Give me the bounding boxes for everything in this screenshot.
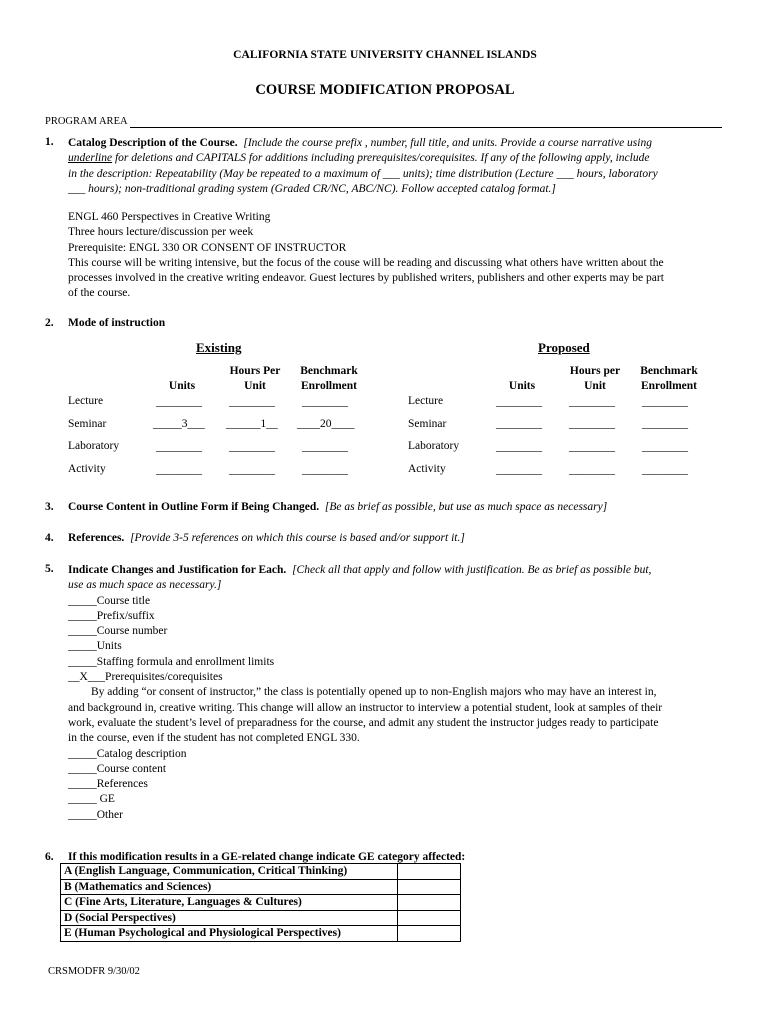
ge-category-label: E (Human Psychological and Physiological Perspectives) [61, 926, 398, 942]
proposed-units-field[interactable]: ________ [496, 441, 542, 453]
table-row [61, 879, 461, 895]
change-item[interactable]: _____Other [68, 808, 123, 821]
existing-benchmark-field[interactable]: ________ [302, 441, 348, 453]
proposed-hours-field[interactable]: ________ [569, 418, 615, 430]
section-3-number: 3. [45, 501, 54, 513]
table-row [61, 864, 461, 880]
row-label: Seminar [408, 418, 447, 430]
ge-category-label: A (English Language, Communication, Critical Thinking) [61, 864, 398, 880]
section-4-number: 4. [45, 532, 54, 544]
section-5-number: 5. [45, 563, 54, 575]
existing-units-field[interactable]: ________ [156, 441, 202, 453]
table-row [61, 910, 461, 926]
ge-category-field[interactable] [398, 926, 461, 942]
ge-category-label: D (Social Perspectives) [61, 910, 398, 926]
change-item[interactable]: _____Course content [68, 762, 167, 775]
section-4-heading: References. [68, 532, 125, 544]
proposed-hours-field[interactable]: ________ [569, 396, 615, 408]
section-2-number: 2. [45, 317, 54, 329]
existing-hours-field[interactable]: ______1__ [226, 418, 278, 430]
section-4-text: References. [Provide 3-5 references on which this course is based and/or support it.] [68, 532, 465, 544]
change-item[interactable]: _____Units [68, 640, 122, 653]
proposed-units-field[interactable]: ________ [496, 464, 542, 476]
section-5-text: Indicate Changes and Justification for Each. [Check all that apply and follow with justification. Be as brief as possible but, use as much space as necessary.] _____Course title _____Prefix/suffix _____Course number _____Units _____Staffing formula and enrollment limits __X___Prerequisites/corequisites By adding “or consent of instructor,” the class is potentially opened up to non-English majors who may have an interest in, and background in, creative writing. This change will allow an instructor to interview a potential student, look at samples of their work, evaluate the student’s level of preparadness for the course, and admit any student the instructor judges ready to participate in the course, even if the student has not completed ENGL 330. _____Catalog description _____Course content _____References _____ GE _____Other [68, 564, 663, 821]
existing-hours-header: Hours Per Unit [229, 365, 281, 392]
catalog-description: ENGL 460 Perspectives in Creative Writing Three hours lecture/discussion per week Prerequisite: ENGL 330 OR CONSENT OF INSTRUCTOR This course will be writing intensive, but the focus of the couse will be reading and discussing what others have written about the processes involved in the creative writing endeavor. Guest lectures by published writers, publishers and other experts may be part of the course. [68, 211, 664, 300]
program-area-label: PROGRAM AREA [45, 116, 128, 127]
change-item[interactable]: _____References [68, 778, 148, 791]
existing-units-field[interactable]: ________ [156, 464, 202, 476]
existing-heading: Existing [196, 340, 242, 355]
row-label: Activity [408, 463, 446, 475]
proposed-units-header: Units [508, 380, 536, 392]
existing-units-field[interactable]: ________ [156, 396, 202, 408]
section-3-text: Course Content in Outline Form if Being Changed. [Be as brief as possible, but use as much space as necessary] [68, 501, 608, 513]
section-6-number: 6. [45, 851, 54, 863]
row-label: Laboratory [68, 440, 120, 452]
existing-hours-field[interactable]: ________ [229, 464, 275, 476]
proposed-benchmark-field[interactable]: ________ [642, 464, 688, 476]
course-hours: Three hours lecture/discussion per week [68, 226, 254, 239]
change-item[interactable]: _____Catalog description [68, 747, 187, 760]
row-label: Lecture [408, 395, 444, 407]
row-label: Activity [68, 463, 106, 475]
ge-category-table [60, 863, 461, 942]
proposed-benchmark-header: Benchmark Enrollment [640, 365, 698, 392]
existing-benchmark-field[interactable]: ____20____ [297, 418, 355, 430]
section-5-heading: Indicate Changes and Justification for Each. [68, 564, 287, 576]
change-item[interactable]: _____Prefix/suffix [68, 609, 155, 622]
ge-category-label: B (Mathematics and Sciences) [61, 879, 398, 895]
proposed-units-field[interactable]: ________ [496, 418, 542, 430]
form-title: COURSE MODIFICATION PROPOSAL [255, 82, 515, 98]
existing-units-header: Units [168, 380, 196, 392]
existing-hours-field[interactable]: ________ [229, 441, 275, 453]
table-row [61, 926, 461, 942]
existing-benchmark-field[interactable]: ________ [302, 464, 348, 476]
program-area-field[interactable] [130, 127, 722, 128]
existing-benchmark-header: Benchmark Enrollment [300, 365, 358, 392]
ge-category-field[interactable] [398, 910, 461, 926]
ge-category-field[interactable] [398, 895, 461, 911]
section-1-heading: Catalog Description of the Course. [68, 137, 238, 149]
change-item[interactable]: _____Course number [68, 625, 168, 638]
course-prerequisite: Prerequisite: ENGL 330 OR CONSENT OF INSTRUCTOR [68, 241, 347, 254]
change-item[interactable]: _____Course title [68, 594, 151, 607]
section-6-heading: If this modification results in a GE-related change indicate GE category affected: [68, 851, 466, 863]
table-row [61, 895, 461, 911]
section-1-instructions: Catalog Description of the Course. [Include the course prefix , number, full title, and units. Provide a course narrative using underline for deletions and CAPITALS for additions including prerequisites/corequisites. If any of the following apply, include in the description: Repeatability (May be repeated to a maximum of ___ units); time distribution (Lecture ___ hours, laboratory ___ hours); non-traditional grading system (Graded CR/NC, ABC/NC). Follow accepted catalog format.] [68, 137, 658, 195]
proposed-benchmark-field[interactable]: ________ [642, 396, 688, 408]
proposed-benchmark-field[interactable]: ________ [642, 441, 688, 453]
form-code: CRSMODFR 9/30/02 [48, 966, 140, 977]
existing-benchmark-field[interactable]: ________ [302, 396, 348, 408]
change-item-checked[interactable]: __X___Prerequisites/corequisites [68, 671, 223, 684]
university-name: CALIFORNIA STATE UNIVERSITY CHANNEL ISLANDS [233, 49, 537, 61]
proposed-benchmark-field[interactable]: ________ [642, 418, 688, 430]
proposed-heading: Proposed [538, 340, 590, 355]
justification-text: By adding “or consent of instructor,” the class is potentially opened up to non-English majors who may have an interest in, [91, 686, 657, 699]
existing-hours-field[interactable]: ________ [229, 396, 275, 408]
change-item[interactable]: _____ GE [68, 793, 115, 806]
ge-category-field[interactable] [398, 879, 461, 895]
proposed-units-field[interactable]: ________ [496, 396, 542, 408]
section-1-number: 1. [45, 136, 54, 148]
change-item[interactable]: _____Staffing formula and enrollment limits [68, 655, 275, 668]
proposed-hours-field[interactable]: ________ [569, 464, 615, 476]
row-label: Lecture [68, 395, 104, 407]
row-label: Laboratory [408, 440, 460, 452]
proposed-hours-field[interactable]: ________ [569, 441, 615, 453]
ge-category-label: C (Fine Arts, Literature, Languages & Cultures) [61, 895, 398, 911]
existing-units-field[interactable]: _____3___ [153, 418, 205, 430]
ge-category-field[interactable] [398, 864, 461, 880]
proposed-hours-header: Hours per Unit [569, 365, 621, 392]
course-title: ENGL 460 Perspectives in Creative Writing [68, 211, 271, 223]
section-2-heading: Mode of instruction [68, 317, 166, 329]
row-label: Seminar [68, 418, 107, 430]
section-3-heading: Course Content in Outline Form if Being Changed. [68, 501, 320, 513]
